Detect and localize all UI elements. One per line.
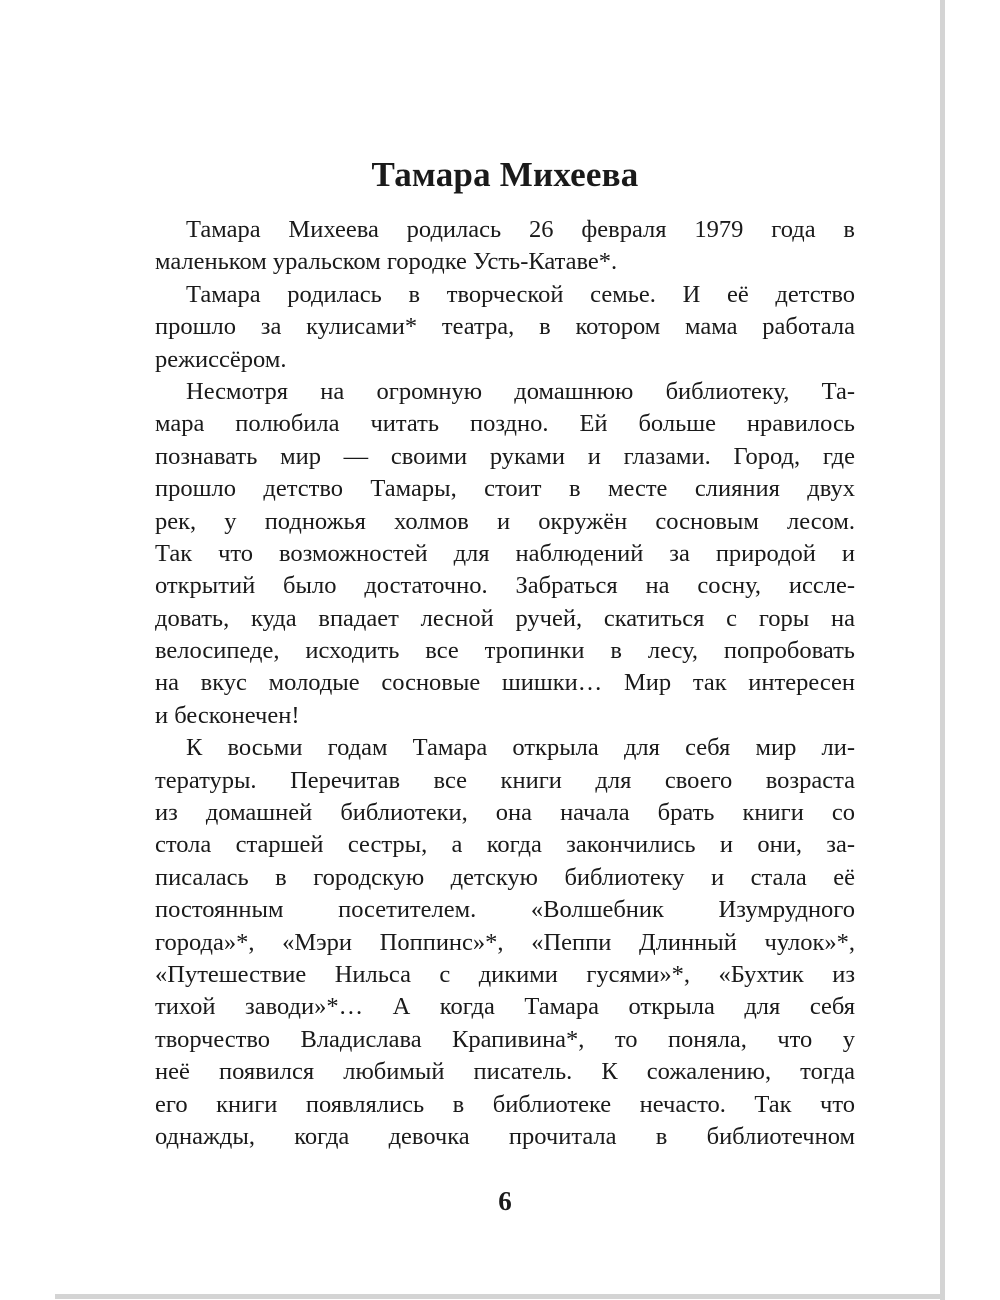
- text-line: неё появился любимый писатель. К сожалению, тогда: [155, 1058, 855, 1086]
- text-line: на вкус молодые сосновые шишки… Мир так интересен: [155, 669, 855, 697]
- page-edge-bottom: [55, 1294, 945, 1299]
- page-edge-right: [940, 0, 945, 1300]
- text-line: творчество Владислава Крапивина*, то поняла, что у: [155, 1025, 855, 1053]
- text-line: мара полюбила читать поздно. Ей больше нравилось: [155, 410, 855, 438]
- text-line: режиссёром.: [155, 345, 287, 373]
- text-line: Несмотря на огромную домашнюю библиотеку, Та-: [186, 377, 855, 405]
- page-title: Тамара Михеева: [371, 155, 639, 194]
- text-line: его книги появлялись в библиотеке нечасто. Так что: [155, 1090, 855, 1118]
- text-line: Тамара родилась в творческой семье. И её детство: [186, 280, 855, 308]
- text-line: К восьми годам Тамара открыла для себя мир ли-: [186, 734, 855, 762]
- text-line: открытий было достаточно. Забраться на сосну, иссле-: [155, 572, 855, 600]
- text-line: Тамара Михеева родилась 26 февраля 1979 года в: [186, 216, 855, 243]
- text-line: «Путешествие Нильса с дикими гусями»*, «Бухтик из: [155, 960, 855, 988]
- body-text: [155, 214, 855, 1153]
- text-line: Так что возможностей для наблюдений за природой и: [155, 539, 855, 567]
- text-line: тературы. Перечитав все книги для своего возраста: [155, 766, 855, 794]
- text-line: стола старшей сестры, а когда закончились и они, за-: [155, 831, 855, 859]
- text-line: постоянным посетителем. «Волшебник Изумрудного: [155, 896, 855, 924]
- text-line: познавать мир — своими руками и глазами. Город, где: [155, 442, 855, 470]
- text-line: маленьком уральском городке Усть-Катаве*.: [155, 248, 618, 276]
- text-line: довать, куда впадает лесной ручей, скатиться с горы на: [155, 604, 855, 632]
- text-line: однажды, когда девочка прочитала в библиотечном: [155, 1122, 855, 1150]
- text-line: из домашней библиотеки, она начала брать книги со: [155, 799, 855, 827]
- text-line: тихой заводи»*… А когда Тамара открыла для себя: [155, 993, 855, 1021]
- text-line: прошло за кулисами* театра, в котором мама работала: [155, 313, 855, 341]
- text-line: рек, у подножья холмов и окружён сосновым лесом.: [155, 507, 855, 535]
- text-line: и бесконечен!: [155, 701, 300, 729]
- page-number: 6: [498, 1186, 512, 1216]
- text-line: писалась в городскую детскую библиотеку и стала её: [155, 863, 855, 891]
- text-line: велосипеде, исходить все тропинки в лесу, попробовать: [155, 637, 855, 665]
- text-line: города»*, «Мэри Поппинс»*, «Пеппи Длинный чулок»*,: [155, 928, 855, 956]
- text-line: прошло детство Тамары, стоит в месте слияния двух: [155, 475, 855, 503]
